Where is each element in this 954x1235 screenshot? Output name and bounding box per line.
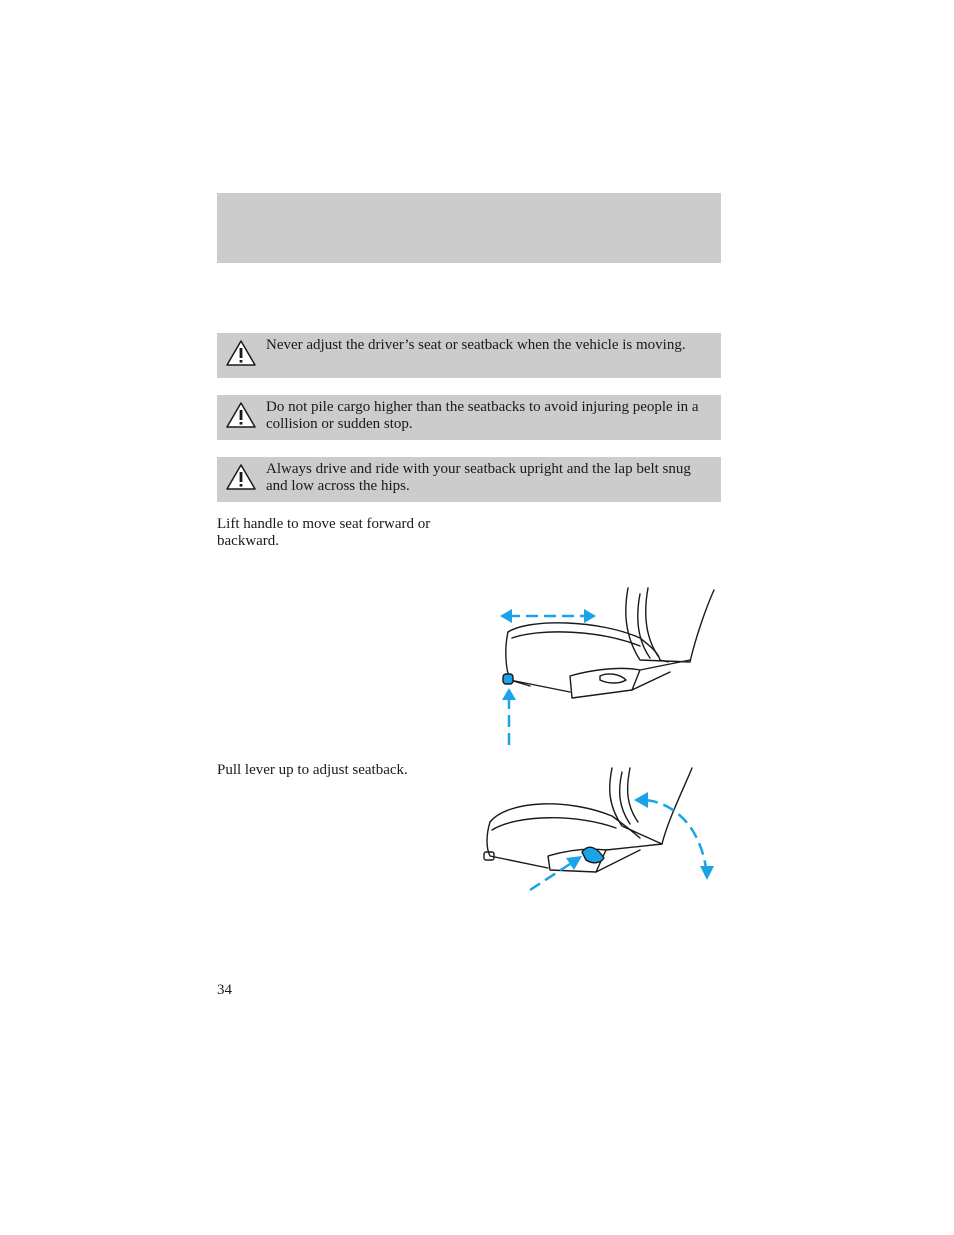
warning-triangle-icon xyxy=(225,401,257,429)
warning-triangle-icon xyxy=(225,339,257,367)
section-header-bar xyxy=(217,193,721,263)
page-number: 34 xyxy=(217,982,232,998)
warning-text: Do not pile cargo higher than the seatbacks to avoid injuring people in a collision or sudden stop. xyxy=(266,399,699,432)
seatback-instruction: Pull lever up to adjust seatback. xyxy=(217,762,408,778)
warning-box-1 xyxy=(217,333,721,378)
warning-text: Always drive and ride with your seatback upright and the lap belt snug and low across the hips. xyxy=(266,461,691,494)
seat-move-instruction: Lift handle to move seat forward or backward. xyxy=(217,516,431,549)
warning-text: Never adjust the driver’s seat or seatback when the vehicle is moving. xyxy=(266,337,686,353)
warning-box-2 xyxy=(217,395,721,440)
seatback-recline-illustration xyxy=(478,760,728,895)
warning-box-3 xyxy=(217,457,721,502)
warning-triangle-icon xyxy=(225,463,257,491)
seat-track-illustration xyxy=(490,580,730,750)
